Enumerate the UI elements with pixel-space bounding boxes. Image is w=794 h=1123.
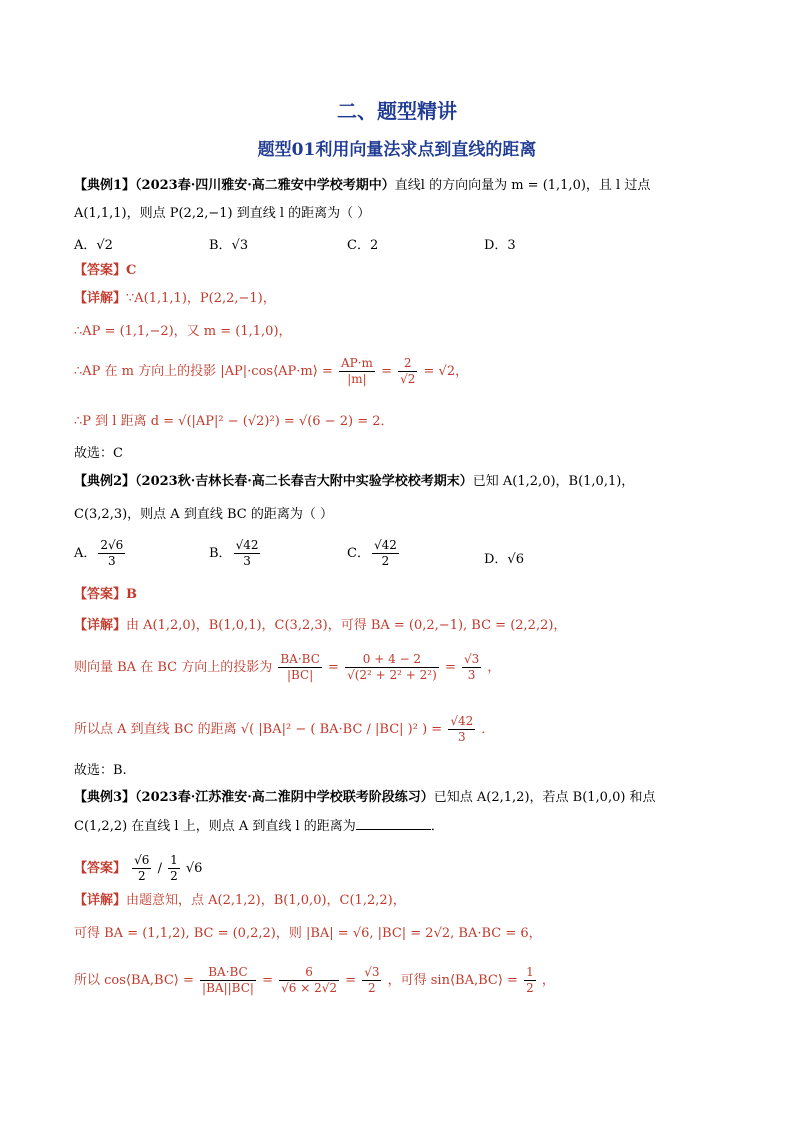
ex3-answer: 【答案】 $\frac{√6}{2}$ / $\frac{1}{2}$ √6 bbox=[74, 853, 203, 883]
ex1-question-line2: A(1,1,1)，则点 P(2,2,−1) 到直线 l 的距离为（ ） bbox=[74, 206, 371, 221]
ex3-detail-line2: 可得 BA = (1,1,2), BC = (0,2,2)，则 |BA| = √6, |BC| = 2√2, BA·BC = 6， bbox=[74, 926, 542, 941]
ex2-answer-value: B bbox=[126, 587, 138, 602]
ex2-detail-line1: 【详解】由 A(1,2,0)，B(1,0,1)，C(3,2,3)，可得 BA = (0,2,−1), BC = (2,2,2)， bbox=[74, 618, 567, 633]
ex1-detail-line3: ∴AP 在 m 方向上的投影 |AP|·cos⟨AP·m⟩ = $\frac{AP\cdot m}{|m|}$ = $\frac{2}{√2}$ = √2， bbox=[74, 356, 469, 386]
ex2-choose: 故选：B. bbox=[74, 763, 127, 778]
ex1-detail-label: 【详解】 bbox=[74, 291, 127, 306]
ex2-detail-line3: 所以点 A 到直线 BC 的距离 √( |BA|² − ( BA·BC / |BC| )² ) = $\frac{√42}{3}$ ． bbox=[74, 714, 495, 744]
ex1-answer bbox=[74, 262, 136, 280]
ex3-detail-line1: 【详解】由题意知，点 A(2,1,2)，B(1,0,0)，C(1,2,2)， bbox=[74, 893, 406, 908]
ex1-detail-line2: ∴AP = (1,1,−2)，又 m = (1,1,0)， bbox=[74, 324, 292, 339]
ex1-option-b: B．√3 bbox=[209, 238, 249, 253]
ex3-answer-blank bbox=[356, 817, 431, 830]
ex1-choose: 故选：C bbox=[74, 446, 123, 461]
ex2-option-b: B． $\frac{√42}{3}$ bbox=[209, 538, 259, 568]
ex2-tag: 【典例2】 bbox=[74, 474, 136, 489]
ex1-question-line1 bbox=[74, 177, 650, 195]
ex2-option-c: C． $\frac{√42}{2}$ bbox=[347, 538, 397, 568]
ex2-question-line2: C(3,2,3)，则点 A 到直线 BC 的距离为（ ） bbox=[74, 507, 333, 522]
ex1-projection-fraction: $\frac{AP\cdot m}{|m|}$ bbox=[340, 356, 373, 386]
ex2-answer: 【答案】B bbox=[74, 587, 138, 602]
ex1-tag: 【典例1】 bbox=[74, 178, 136, 193]
ex3-source: （2023春·江苏淮安·高二淮阴中学校联考阶段练习） bbox=[135, 790, 434, 805]
ex2-source: （2023秋·吉林长春·高二长春吉大附中实验学校校考期末） bbox=[135, 474, 473, 489]
ex1-detail-line4: ∴P 到 l 距离 d = √(|AP|² − (√2)²) = √(6 − 2) = 2． bbox=[74, 414, 394, 429]
ex3-tag: 【典例3】 bbox=[74, 790, 136, 805]
ex1-detail-line1: 【详解】∵A(1,1,1)，P(2,2,−1)， bbox=[74, 291, 276, 306]
ex1-answer-value: C bbox=[126, 263, 137, 278]
ex2-detail-line2: 则向量 BA 在 BC 方向上的投影为 $\frac{BA\cdot BC}{|BC|}$ = $\frac{0 + 4 - 2}{\text{√(2² + 2² + 2²)}}$ = $\frac{√3}{3}$ ， bbox=[74, 652, 501, 682]
ex1-q-line1: 直线l 的方向向量为 m = (1,1,0)，且 l 过点 bbox=[394, 178, 651, 193]
ex3-question-line1: 【典例3】（2023春·江苏淮安·高二淮阴中学校联考阶段练习）已知点 A(2,1,2)，若点 B(1,0,0) 和点 bbox=[74, 790, 656, 805]
ex3-question-line2: C(1,2,2) 在直线 l 上，则点 A 到直线 l 的距离为 ． bbox=[74, 819, 444, 834]
ex1-option-d: D．3 bbox=[484, 238, 516, 253]
ex2-option-a: A． $\frac{2√6}{3}$ bbox=[74, 538, 124, 568]
ex1-source: （2023春·四川雅安·高二雅安中学校考期中） bbox=[135, 178, 395, 193]
ex1-answer-label: 【答案】 bbox=[74, 263, 127, 278]
ex2-question-line1: 【典例2】（2023秋·吉林长春·高二长春吉大附中实验学校校考期末）已知 A(1,2,0)，B(1,0,1)， bbox=[74, 474, 635, 489]
ex3-detail-line3: 所以 cos⟨BA,BC⟩ = $\frac{BA\cdot BC}{|BA||BC|}$ = $\frac{6}{√6 \times 2√2}$ = $\frac{√3}{2}$ ，可得 sin⟨BA,BC⟩ = $\frac{1}{2}$ ， bbox=[74, 965, 555, 995]
topic-title: 题型01利用向量法求点到直线的距离 bbox=[257, 140, 537, 160]
ex2-option-d: D．√6 bbox=[484, 552, 524, 567]
section-title: 二、题型精讲 bbox=[337, 99, 457, 123]
ex1-option-a: A．√2 bbox=[74, 238, 113, 253]
ex1-option-c: C．2 bbox=[347, 238, 379, 253]
